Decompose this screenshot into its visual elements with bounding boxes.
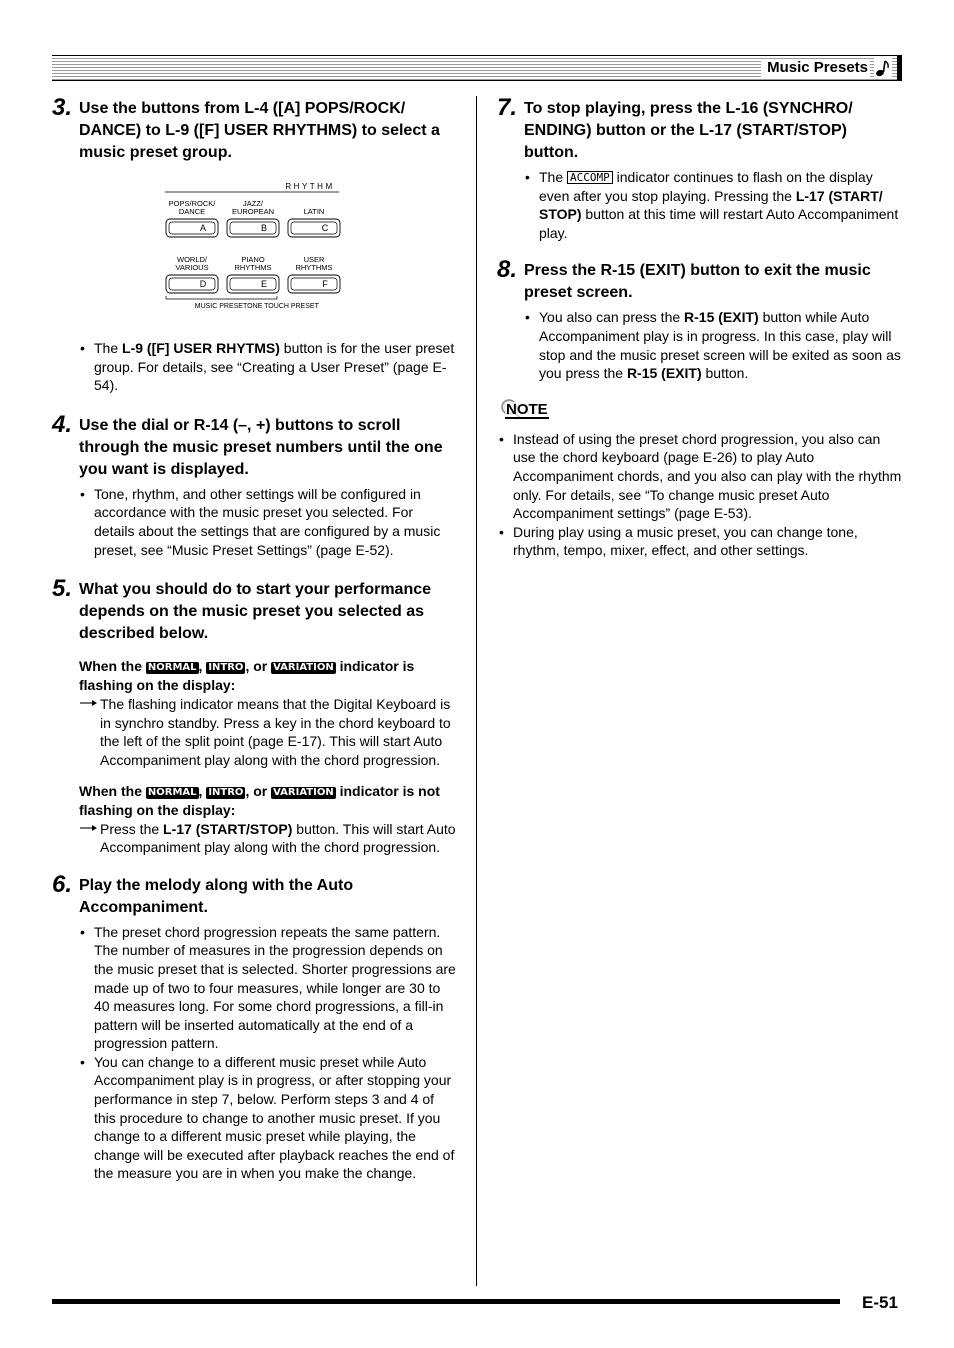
note-items — [497, 430, 905, 560]
list-item: • The L-9 ([F] USER RHYTMS) button is for the user preset group. For details, see “Creating a User Preset” (page E-54). — [94, 339, 457, 395]
group-label-piano-2: RHYTHMS — [234, 263, 272, 272]
intro-indicator: INTRO — [208, 786, 244, 798]
step-number: 7. — [497, 94, 518, 121]
button-d: D — [199, 279, 207, 289]
step-number: 4. — [52, 410, 73, 438]
step-number: 8. — [497, 256, 518, 284]
condition-flashing-body: The flashing indicator means that the Digital Keyboard is in synchro standby. Press a key in the chord keyboard to the left of the split point (page E-17). This will start Auto Accompaniment play along with the chord progression. — [79, 695, 457, 769]
list-item: • The preset chord progression repeats the same pattern. The number of measures in the progression depends on the music preset that is selected. Shorter progressions are made up of two to four measures, while longer are 30 to 40 measures long. For some chord progressions, a fill-in pattern will be inserted automatically at the end of a progression pattern. — [94, 923, 457, 1053]
list-item: • During play using a music preset, you can change tone, rhythm, tempo, mixer, effect, and other settings. — [513, 523, 905, 560]
step-8 — [497, 256, 905, 382]
left-column — [52, 94, 457, 1197]
step-6-bullets — [79, 923, 457, 1183]
page-number: E-51 — [862, 1293, 898, 1312]
list-item: • You also can press the R-15 (EXIT) button while Auto Accompaniment play is in progress. In this case, play will stop and the music preset screen will be exited as soon as you press the R-15 (EXIT) button. — [539, 308, 905, 382]
step-4-bullets — [79, 485, 457, 559]
normal-indicator: NORMAL — [147, 662, 197, 674]
music-preset-label: MUSIC PRESET — [194, 303, 248, 310]
normal-indicator: NORMAL — [147, 786, 197, 798]
condition-not-flashing-heading: When the NORMAL , INTRO , or VARIATION indicator is not flashing on the display: — [79, 782, 440, 818]
variation-indicator: VARIATION — [273, 662, 334, 674]
group-label-jazz-2: EUROPEAN — [231, 207, 275, 216]
step-8-bullets — [524, 308, 905, 382]
accomp-indicator: ACCOMP — [567, 171, 613, 184]
column-divider — [476, 96, 477, 1286]
button-c: C — [321, 223, 329, 233]
arrow-right-icon — [79, 695, 99, 714]
list-item: • Instead of using the preset chord progression, you also can use the chord keyboard (page E-26) to play Auto Accompaniment chords, and you also can play with the rhythm only. For details, see “To change music preset Auto Accompaniment settings” (page E-53). — [513, 430, 905, 523]
step-number: 5. — [52, 575, 73, 603]
group-label-pops-1: POPS/ROCK/ — [168, 199, 216, 208]
group-label-latin-2: LATIN — [303, 207, 325, 216]
step-title: Use the dial or R-14 (–, +) buttons to scroll through the music preset numbers until the one you want is displayed. — [79, 416, 443, 478]
step-6 — [52, 870, 457, 1183]
step-7 — [497, 94, 905, 242]
note-heading — [499, 397, 905, 424]
one-touch-preset-label: ONE TOUCH PRESET — [247, 303, 319, 310]
rhythm-button-diagram — [165, 182, 341, 314]
step-title: To stop playing, press the L-16 (SYNCHRO/ ENDING) button or the L-17 (START/STOP) button. — [524, 100, 853, 161]
music-note-icon — [874, 58, 892, 77]
condition-not-flashing-body: Press the L-17 (START/STOP) button. This will start Auto Accompaniment play along with the chord progression. — [79, 820, 457, 857]
step-title: What you should do to start your performance depends on the music preset you selected as described below. — [79, 581, 432, 643]
step-number: 3. — [52, 94, 73, 121]
list-item: • The ACCOMP indicator continues to flash on the display even after you stop playing. Pressing the L-17 (START/ STOP) button at this time will restart Auto Accompaniment play. — [539, 168, 905, 242]
step-3-bullets — [79, 339, 457, 395]
group-label-pops-2: DANCE — [178, 207, 206, 216]
page-header — [52, 55, 900, 81]
group-label-user-2: RHYTHMS — [295, 263, 333, 272]
step-title: Play the melody along with the Auto Accompaniment. — [79, 876, 354, 916]
button-a: A — [199, 223, 207, 233]
note-label: NOTE — [506, 400, 548, 418]
right-column — [497, 94, 905, 560]
list-item: • Tone, rhythm, and other settings will be configured in accordance with the music preset you selected. For details about the settings that are configured by a music preset, see “Music Preset Settings” (page E-52). — [94, 485, 457, 559]
step-3 — [52, 94, 457, 395]
step-7-bullets — [524, 168, 905, 242]
header-end-bar — [897, 55, 902, 81]
arrow-right-icon — [79, 820, 99, 839]
list-item: • You can change to a different music preset while Auto Accompaniment play is in progress, or after stopping your performance in step 7, below. Perform steps 3 and 4 of this procedure to change to another music preset. If you change to a different music preset while playing, the change will be executed after playback reaches the end of the measure you are in when you make the change. — [94, 1053, 457, 1183]
step-title: Press the R-15 (EXIT) button to exit the music preset screen. — [524, 262, 871, 302]
footer-bar — [52, 1299, 840, 1304]
button-e: E — [260, 279, 268, 289]
step-number: 6. — [52, 870, 73, 898]
group-label-world-2: VARIOUS — [175, 263, 209, 272]
step-5 — [52, 575, 457, 857]
intro-indicator: INTRO — [208, 662, 244, 674]
group-label-world-1: WORLD/ — [177, 255, 207, 264]
header-title: Music Presets — [761, 59, 870, 77]
button-f: F — [322, 279, 328, 289]
group-label-user-1: USER — [303, 255, 325, 264]
rhythm-label: RHYTHM — [285, 182, 335, 191]
condition-flashing-heading: When the NORMAL , INTRO , or VARIATION indicator is flashing on the display: — [79, 658, 415, 694]
group-label-piano-1: PIANO — [241, 255, 265, 264]
group-label-jazz-1: JAZZ/ — [243, 199, 263, 208]
step-title: Use the buttons from L-4 ([A] POPS/ROCK/ DANCE) to L-9 ([F] USER RHYTHMS) to select a music preset group. — [79, 100, 440, 161]
variation-indicator: VARIATION — [273, 786, 334, 798]
step-4 — [52, 410, 457, 559]
button-b: B — [260, 223, 268, 233]
